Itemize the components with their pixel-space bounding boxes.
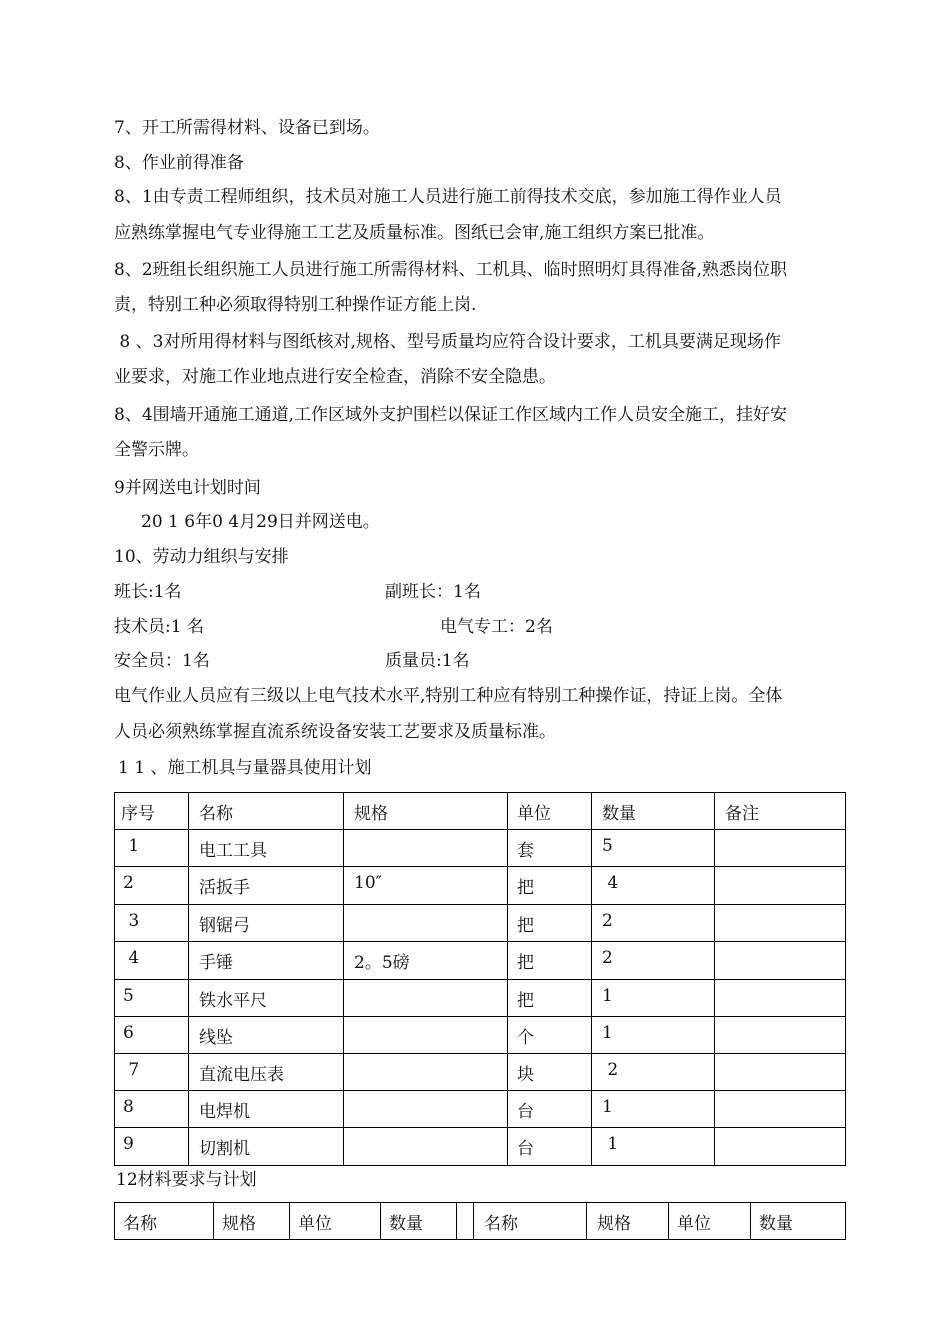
table-cell: 电工工具: [199, 841, 267, 861]
table-cell: 电焊机: [199, 1102, 250, 1122]
paragraph-line: 8、1由专责工程师组织，技术员对施工人员进行施工前得技术交底，参加施工得作业人员: [114, 187, 782, 207]
table-cell: 个: [517, 1028, 534, 1048]
table-cell: 把: [517, 878, 534, 898]
table-cell: 铁水平尺: [199, 991, 267, 1011]
table-cell: [344, 1026, 354, 1032]
staff-item: 技术员:1 名: [114, 617, 204, 637]
paragraph-line: 全警示牌。: [114, 440, 199, 460]
table-row: [115, 1128, 846, 1166]
header-cell: 名称: [484, 1214, 518, 1234]
table-cell: 台: [517, 1102, 534, 1122]
table-cell: 2: [602, 948, 613, 968]
table-cell: 1: [602, 1097, 613, 1117]
section-heading: 10、劳动力组织与安排: [114, 547, 289, 567]
table-row: [115, 1091, 846, 1128]
table-row: [115, 867, 846, 905]
table-cell: 线坠: [199, 1028, 233, 1048]
header-cell: 单位: [677, 1214, 711, 1234]
table-cell: [344, 1137, 354, 1143]
tools-table: [114, 792, 846, 1166]
staff-item: 安全员：1名: [114, 651, 210, 671]
table-cell: 9: [123, 1134, 134, 1154]
table-cell: [715, 1026, 725, 1032]
table-row: [115, 905, 846, 942]
table-cell: 2: [602, 1060, 619, 1080]
table-cell: [715, 839, 725, 845]
table-cell: 钢锯弓: [199, 916, 250, 936]
table-cell: 2。5磅: [354, 953, 410, 973]
paragraph-line: 7、开工所需得材料、设备已到场。: [114, 118, 380, 138]
staff-item: 电气专工：2名: [440, 617, 553, 637]
table-row: [115, 1054, 846, 1091]
table-cell: 把: [517, 991, 534, 1011]
table-cell: 2: [123, 873, 134, 893]
table-cell: 3: [123, 911, 140, 931]
table-cell: [715, 914, 725, 920]
table-cell: 5: [123, 986, 134, 1006]
table-cell: [344, 1063, 354, 1069]
table-cell: [344, 1100, 354, 1106]
header-cell: 备注: [725, 804, 759, 824]
section-heading: 8、作业前得准备: [114, 153, 244, 173]
header-cell: 名称: [123, 1214, 157, 1234]
table-cell: 7: [123, 1060, 140, 1080]
table-row: [115, 830, 846, 867]
table-row: [115, 1017, 846, 1054]
header-cell: 规格: [597, 1214, 631, 1234]
paragraph-line: 8 、3对所用得材料与图纸核对,规格、型号质量均应符合设计要求，工机具要满足现场作: [114, 332, 781, 352]
table-cell: [344, 989, 354, 995]
table-row: [115, 980, 846, 1017]
table-cell: 8: [123, 1097, 134, 1117]
table-cell: [344, 839, 354, 845]
header-cell: 规格: [222, 1214, 256, 1234]
table-cell: 5: [602, 836, 613, 856]
table-cell: 活扳手: [199, 878, 250, 898]
paragraph-line: 应熟练掌握电气专业得施工工艺及质量标准。图纸已会审,施工组织方案已批准。: [114, 223, 715, 243]
header-cell: 数量: [602, 804, 636, 824]
table-cell: 把: [517, 916, 534, 936]
table-header-row: [115, 793, 846, 830]
section-heading: 12材料要求与计划: [116, 1170, 257, 1190]
section-heading: 1 1 、施工机具与量器具使用计划: [118, 758, 372, 778]
paragraph-line: 8、4围墙开通施工通道,工作区域外支护围栏以保证工作区域内工作人员安全施工，挂好安: [114, 405, 788, 425]
table-cell: 4: [123, 948, 140, 968]
table-cell: [715, 876, 725, 882]
paragraph-line: 人员必须熟练掌握直流系统设备安装工艺要求及质量标准。: [114, 722, 556, 742]
paragraph-line: 责，特别工种必须取得特别工种操作证方能上岗.: [114, 295, 477, 315]
table-cell: 块: [517, 1065, 534, 1085]
table-cell: [715, 989, 725, 995]
table-cell: 把: [517, 953, 534, 973]
table-cell: [715, 1137, 725, 1143]
header-cell: 规格: [354, 804, 388, 824]
paragraph-line: 电气作业人员应有三级以上电气技术水平,特别工种应有特别工种操作证，持证上岗。全体: [114, 686, 783, 706]
header-cell: 序号: [121, 804, 155, 824]
header-cell: 数量: [759, 1214, 793, 1234]
header-cell: 单位: [298, 1214, 332, 1234]
header-cell: 单位: [517, 804, 551, 824]
header-cell: 数量: [389, 1214, 423, 1234]
table-cell: [715, 951, 725, 957]
materials-table: [114, 1202, 846, 1240]
table-cell: 台: [517, 1139, 534, 1159]
table-cell: [715, 1063, 725, 1069]
table-cell: [344, 914, 354, 920]
table-row: [115, 942, 846, 980]
table-cell: 切割机: [199, 1139, 250, 1159]
staff-item: 副班长：1名: [385, 582, 481, 602]
table-cell: 1: [602, 1134, 619, 1154]
section-heading: 9并网送电计划时间: [114, 478, 261, 498]
table-cell: 1: [123, 836, 140, 856]
table-cell: 4: [602, 873, 619, 893]
table-cell: 10″: [354, 873, 382, 893]
table-cell: 1: [602, 986, 613, 1006]
staff-item: 质量员:1名: [385, 651, 470, 671]
staff-item: 班长:1名: [114, 582, 182, 602]
table-cell: 套: [517, 841, 534, 861]
paragraph-line: 20 1 6年0 4月29日并网送电。: [114, 512, 380, 532]
table-cell: 1: [602, 1023, 613, 1043]
paragraph-line: 业要求，对施工作业地点进行安全检查，消除不安全隐患。: [114, 367, 556, 387]
table-header-row: [115, 1203, 846, 1240]
table-cell: 6: [123, 1023, 134, 1043]
table-cell: 直流电压表: [199, 1065, 284, 1085]
paragraph-line: 8、2班组长组织施工人员进行施工所需得材料、工机具、临时照明灯具得准备,熟悉岗位职: [114, 260, 788, 280]
table-cell: 2: [602, 911, 613, 931]
table-cell: [715, 1100, 725, 1106]
header-cell: 名称: [199, 804, 233, 824]
table-cell: 手锤: [199, 953, 233, 973]
